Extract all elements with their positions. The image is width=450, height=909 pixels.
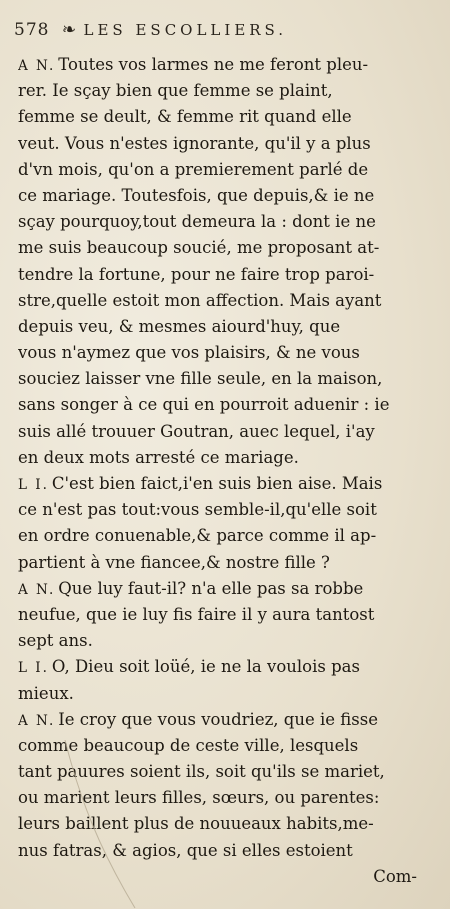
line-text: en deux mots arresté ce mariage. [18, 447, 299, 467]
text-line [18, 262, 423, 288]
line-text: depuis veu, & mesmes aiourd'huy, que [18, 316, 341, 336]
line-text: femme se deult, & femme rit quand elle [18, 107, 352, 127]
speaker-label: A N. [18, 58, 56, 74]
line-text: vous n'aymez que vos plaisirs, & ne vous [18, 343, 360, 363]
text-line [18, 235, 423, 261]
line-text: d'vn mois, qu'on a premierement parlé de [18, 159, 369, 179]
text-line [18, 576, 423, 602]
text-line [18, 654, 423, 680]
text-line [18, 209, 423, 235]
line-text: nus fatras, & agios, que si elles estoient [18, 840, 353, 860]
speaker-label: A N. [18, 581, 56, 598]
line-text: veut. Vous n'estes ignorante, qu'il y a plus [18, 133, 371, 153]
text-line [18, 104, 423, 130]
line-text: ce mariage. Toutesfois, que depuis,& ie ne [18, 185, 375, 205]
speaker-label: A N. [18, 712, 56, 729]
text-line [18, 602, 423, 628]
text-line [18, 419, 423, 445]
line-text: souciez laisser vne fille seule, en la maison, [18, 369, 383, 389]
text-line [18, 628, 423, 654]
line-text: rer. Ie sçay bien que femme se plaint, [18, 81, 333, 101]
text-line [18, 131, 423, 157]
text-line [18, 366, 423, 392]
text-line [18, 340, 423, 366]
line-text: sept ans. [18, 631, 93, 651]
page-number: 578 [14, 20, 50, 40]
line-text: ce n'est pas tout:vous semble-il,qu'elle soit [18, 500, 377, 520]
line-text: sans songer à ce qui en pourroit aduenir : ie [18, 395, 390, 415]
line-text: en ordre conuenable,& parce comme il ap- [18, 526, 377, 546]
line-text: leurs baillent plus de nouueaux habits,me- [18, 814, 374, 834]
text-line [18, 78, 423, 104]
text-line [18, 707, 423, 733]
line-text: partient à vne fiancee,& nostre fille ? [18, 552, 330, 572]
line-text: stre,quelle estoit mon affection. Mais ayant [18, 290, 382, 310]
line-text: suis allé trouuer Goutran, auec lequel, i'ay [18, 421, 375, 441]
text-line [18, 681, 423, 707]
line-text: me suis beaucoup soucié, me proposant at- [18, 238, 380, 258]
line-text: mieux. [18, 683, 74, 703]
text-line [18, 550, 423, 576]
line-text: O, Dieu soit loüé, ie ne la voulois pas [51, 657, 360, 677]
page-header [14, 20, 414, 40]
text-line [18, 497, 423, 523]
speaker-label: L I. [18, 660, 49, 677]
text-line [18, 157, 423, 183]
line-text: tant pauures soient ils, soit qu'ils se mariet, [18, 762, 385, 782]
line-text: Que luy faut-il? n'a elle pas sa robbe [58, 578, 364, 598]
speaker-label: L I. [18, 477, 49, 493]
line-text: neufue, que ie luy fis faire il y aura tantost [18, 604, 375, 624]
text-line [18, 523, 423, 549]
catchword: Com- [373, 866, 417, 886]
line-text: Ie croy que vous voudriez, que ie fisse [58, 709, 378, 729]
ornament-icon: ❧ [61, 20, 78, 40]
text-line [18, 445, 423, 471]
text-line [18, 52, 423, 78]
line-text: Toutes vos larmes ne me feront pleu- [58, 55, 369, 74]
line-text: C'est bien faict,i'en suis bien aise. Mais [51, 474, 383, 493]
text-line [18, 288, 423, 314]
text-line [18, 392, 423, 418]
line-text: tendre la fortune, pour ne faire trop paroi- [18, 264, 375, 284]
text-line [18, 314, 423, 340]
running-title: LES ESCOLLIERS. [83, 21, 288, 39]
text-line [18, 471, 423, 497]
text-line [18, 183, 423, 209]
paper-crease [60, 740, 140, 909]
line-text: sçay pourquoy,tout demeura la : dont ie ne [18, 212, 376, 232]
line-text: ou marient leurs filles, sœurs, ou parentes: [18, 788, 380, 808]
line-text: comme beaucoup de ceste ville, lesquels [18, 735, 359, 755]
